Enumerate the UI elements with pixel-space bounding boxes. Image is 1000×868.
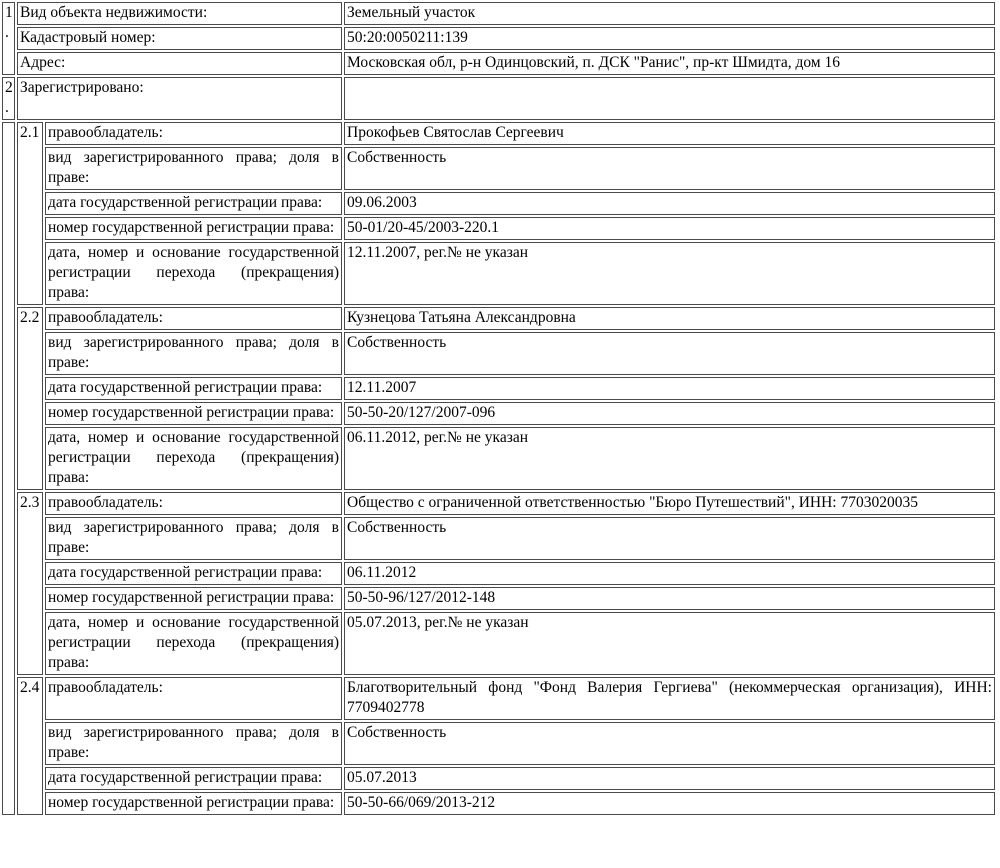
- field-label-cadastral-number: Кадастровый номер:: [17, 27, 342, 50]
- section-number: 1.: [2, 2, 15, 75]
- field-value-object-kind: Земельный участок: [344, 2, 995, 25]
- table-row: [2, 587, 995, 610]
- table-row: [2, 217, 995, 240]
- field-label-holder: правообладатель:: [45, 307, 342, 330]
- field-value-holder: Прокофьев Святослав Сергеевич: [344, 122, 995, 145]
- table-row: [2, 492, 995, 515]
- field-label-holder: правообладатель:: [45, 122, 342, 145]
- table-row: [2, 427, 995, 490]
- field-label-reg-number: номер государственной регистрации права:: [45, 217, 342, 240]
- entry-number: 2.2: [17, 307, 43, 490]
- field-value-reg-date: 06.11.2012: [344, 562, 995, 585]
- table-row: [2, 52, 995, 75]
- table-row: [2, 307, 995, 330]
- table-row: [2, 77, 995, 120]
- field-label-reg-date: дата государственной регистрации права:: [45, 767, 342, 790]
- table-row: [2, 792, 995, 815]
- field-value-address: Московская обл, р-н Одинцовский, п. ДСК "Ранис", пр-кт Шмидта, дом 16: [344, 52, 995, 75]
- field-value-transfer: 05.07.2013, рег.№ не указан: [344, 612, 995, 675]
- field-value-holder: Кузнецова Татьяна Александровна: [344, 307, 995, 330]
- field-value-reg-number: 50-50-66/069/2013-212: [344, 792, 995, 815]
- field-label-reg-date: дата государственной регистрации права:: [45, 377, 342, 400]
- field-value-reg-number: 50-50-96/127/2012-148: [344, 587, 995, 610]
- entry-number: 2.3: [17, 492, 43, 675]
- table-row: [2, 242, 995, 305]
- field-value-right-type: Собственность: [344, 722, 995, 765]
- table-row: [2, 27, 995, 50]
- section-number: 2.: [2, 77, 15, 120]
- field-value-reg-date: 09.06.2003: [344, 192, 995, 215]
- table-row: [2, 2, 995, 25]
- field-value-reg-date: 05.07.2013: [344, 767, 995, 790]
- field-label-right-type: вид зарегистрированного права; доля в праве:: [45, 147, 342, 190]
- table-row: [2, 377, 995, 400]
- table-row: [2, 767, 995, 790]
- field-label-right-type: вид зарегистрированного права; доля в праве:: [45, 517, 342, 560]
- field-value-right-type: Собственность: [344, 332, 995, 375]
- field-label-reg-number: номер государственной регистрации права:: [45, 402, 342, 425]
- field-value-holder: Благотворительный фонд "Фонд Валерия Гергиева" (некоммерческая организация), ИНН: 7709402778: [344, 677, 995, 720]
- field-value-transfer: 06.11.2012, рег.№ не указан: [344, 427, 995, 490]
- empty-cell: [344, 77, 995, 120]
- table-row: [2, 517, 995, 560]
- field-label-right-type: вид зарегистрированного права; доля в праве:: [45, 722, 342, 765]
- table-row: [2, 147, 995, 190]
- table-row: [2, 612, 995, 675]
- field-label-reg-date: дата государственной регистрации права:: [45, 562, 342, 585]
- field-value-cadastral-number: 50:20:0050211:139: [344, 27, 995, 50]
- field-value-transfer: 12.11.2007, рег.№ не указан: [344, 242, 995, 305]
- empty-gutter-cell: [2, 122, 15, 815]
- field-value-right-type: Собственность: [344, 147, 995, 190]
- field-label-transfer: дата, номер и основание государственной регистрации перехода (прекращения) права:: [45, 612, 342, 675]
- field-value-reg-date: 12.11.2007: [344, 377, 995, 400]
- field-value-right-type: Собственность: [344, 517, 995, 560]
- table-row: [2, 677, 995, 720]
- field-value-reg-number: 50-01/20-45/2003-220.1: [344, 217, 995, 240]
- table-row: [2, 562, 995, 585]
- field-label-reg-date: дата государственной регистрации права:: [45, 192, 342, 215]
- field-label-address: Адрес:: [17, 52, 342, 75]
- field-label-right-type: вид зарегистрированного права; доля в праве:: [45, 332, 342, 375]
- entry-number: 2.4: [17, 677, 43, 815]
- table-row: [2, 722, 995, 765]
- field-label-object-kind: Вид объекта недвижимости:: [17, 2, 342, 25]
- field-value-holder: Общество с ограниченной ответственностью "Бюро Путешествий", ИНН: 7703020035: [344, 492, 995, 515]
- section-title-registered: Зарегистрировано:: [17, 77, 342, 120]
- field-label-reg-number: номер государственной регистрации права:: [45, 792, 342, 815]
- field-label-holder: правообладатель:: [45, 677, 342, 720]
- field-label-holder: правообладатель:: [45, 492, 342, 515]
- entry-number: 2.1: [17, 122, 43, 305]
- table-row: [2, 332, 995, 375]
- field-label-transfer: дата, номер и основание государственной регистрации перехода (прекращения) права:: [45, 427, 342, 490]
- table-row: [2, 122, 995, 145]
- table-row: [2, 402, 995, 425]
- field-value-reg-number: 50-50-20/127/2007-096: [344, 402, 995, 425]
- field-label-reg-number: номер государственной регистрации права:: [45, 587, 342, 610]
- table-row: [2, 192, 995, 215]
- field-label-transfer: дата, номер и основание государственной регистрации перехода (прекращения) права:: [45, 242, 342, 305]
